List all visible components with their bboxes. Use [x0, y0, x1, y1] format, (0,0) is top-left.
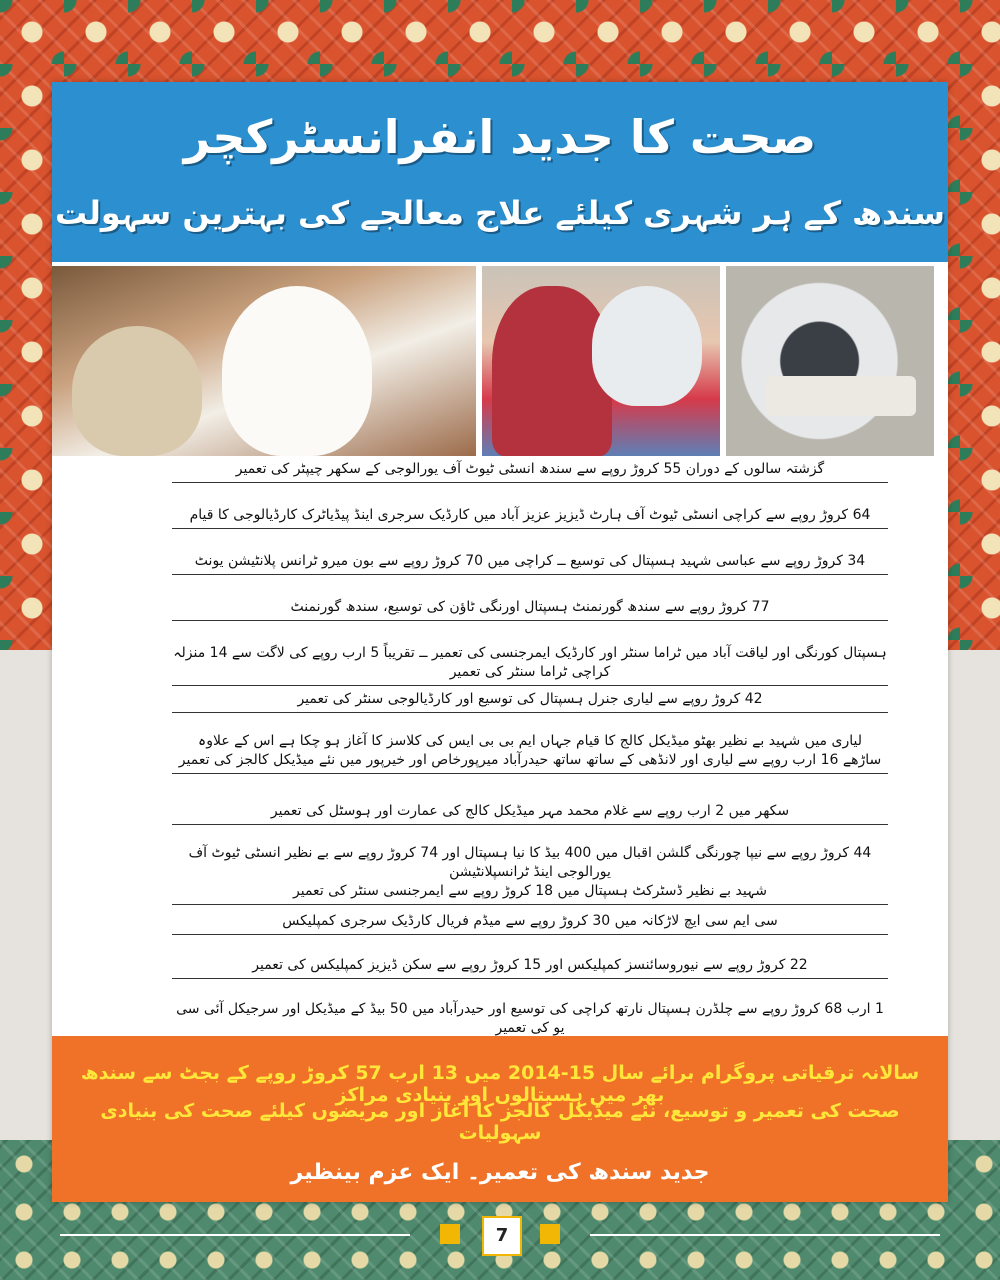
header-band [52, 82, 948, 262]
list-item-text: 64 کروڑ روپے سے کراچی انسٹی ٹیوٹ آف ہارٹ ڈیزیز عزیز آباد میں کارڈیک سرجری اینڈ پیڈیاٹرک کارڈیالوجی کا قیام [189, 507, 871, 523]
list-item-text: 42 کروڑ روپے سے لیاری جنرل ہسپتال کی توسیع اور کارڈیالوجی سنٹر کی تعمیر [297, 691, 763, 707]
page-subtitle: سندھ کے ہر شہری کیلئے علاج معالجے کی بہترین سہولت [55, 194, 945, 232]
list-item [172, 690, 888, 713]
photo-doctor-checkup [52, 266, 476, 456]
list-item [172, 912, 888, 935]
list-item [172, 844, 888, 905]
photo-figure [766, 376, 916, 416]
list-item [172, 506, 888, 529]
list-item-text: 1 ارب 68 کروڑ روپے سے چلڈرن ہسپتال نارتھ کراچی کی توسیع اور حیدرآباد میں 50 بیڈ کے میڈیکل اور سرجیکل آئی سی یو کی تعمیر [176, 1001, 884, 1036]
photo-strip [52, 266, 948, 456]
list-item-text: ساڑھے 16 ارب روپے سے لیاری اور لانڈھی کے ساتھ ساتھ حیدرآباد میرپورخاص اور خیرپور میں نئے میڈیکل کالجز کی تعمیر [178, 751, 882, 768]
list-item-text: 34 کروڑ روپے سے عباسی شہید ہسپتال کی توسیع ــ کراچی میں 70 کروڑ روپے سے بون میرو ٹرانس پلانٹیشن یونٹ [194, 553, 866, 569]
banner-line: سالانہ ترقیاتی پروگرام برائے سال 15-2014 میں 13 ارب 57 کروڑ روپے کے بجٹ سے سندھ بھر میں ہسپتالوں اور بنیادی مراکز [80, 1062, 920, 1106]
list-item-text: 22 کروڑ روپے سے نیوروسائنسز کمپلیکس اور 15 کروڑ روپے سے سکن ڈیزیز کمپلیکس کی تعمیر [252, 957, 808, 973]
page-footer [0, 1210, 1000, 1258]
footer-rule [60, 1234, 410, 1236]
page-title: صحت کا جدید انفرانسٹرکچر [183, 110, 817, 164]
achievements-list [52, 460, 948, 1036]
list-item [172, 552, 888, 575]
list-item-text: 77 کروڑ روپے سے سندھ گورنمنٹ ہسپتال اورنگی ٹاؤن کی توسیع، سندھ گورنمنٹ [290, 599, 770, 615]
list-item [172, 956, 888, 979]
photo-polio-drops [482, 266, 720, 456]
list-item [172, 732, 888, 774]
list-item [172, 644, 888, 686]
footer-square-ornament [540, 1224, 560, 1244]
content-panel [52, 82, 948, 1202]
page-number: 7 [482, 1216, 522, 1256]
footer-rule [590, 1234, 940, 1236]
list-item-text: گزشتہ سالوں کے دوران 55 کروڑ روپے سے سندھ انسٹی ٹیوٹ آف یورالوجی کے سکھر چیپٹر کی تعمیر [235, 461, 825, 477]
photo-figure [222, 286, 372, 456]
list-item-text: ہسپتال کورنگی اور لیاقت آباد میں ٹراما سنٹر اور کارڈیک ایمرجنسی کی تعمیر ــ تقریباً 5 ارب روپے کی لاگت سے 14 منزلہ کراچی ٹراما سنٹر کی تعمیر [173, 645, 887, 680]
budget-banner [52, 1036, 948, 1202]
footer-square-ornament [440, 1224, 460, 1244]
list-item-text: لیاری میں شہید بے نظیر بھٹو میڈیکل کالج کا قیام جہاں ایم بی بی ایس کی کلاسز کا آغاز ہو چکا ہے اس کے علاوہ [198, 733, 862, 749]
list-item-text: 44 کروڑ روپے سے نیپا چورنگی گلشن اقبال میں 400 بیڈ کا نیا ہسپتال اور 74 کروڑ روپے سے بے نظیر انسٹی ٹیوٹ آف یورالوجی اینڈ ٹرانسپلانٹیشن [188, 845, 872, 880]
list-item [172, 598, 888, 621]
photo-ct-scanner [726, 266, 934, 456]
photo-figure [592, 286, 702, 406]
list-item-text: شہید بے نظیر ڈسٹرکٹ ہسپتال میں 18 کروڑ روپے سے ایمرجنسی سنٹر کی تعمیر [293, 882, 767, 899]
list-item [172, 460, 888, 483]
list-item [172, 802, 888, 825]
photo-figure [72, 326, 202, 456]
banner-line: صحت کی تعمیر و توسیع، نئے میڈیکل کالجز کا آغاز اور مریضوں کیلئے صحت کی بنیادی سہولیات [100, 1100, 900, 1144]
list-item-text: سکھر میں 2 ارب روپے سے غلام محمد مہر میڈیکل کالج کی عمارت اور ہوسٹل کی تعمیر [270, 803, 790, 819]
slogan: جدید سندھ کی تعمیر۔ ایک عزم بینظیر [290, 1160, 710, 1185]
list-item-text: سی ایم سی ایچ لاڑکانہ میں 30 کروڑ روپے سے میڈم فریال کارڈیک سرجری کمپلیکس [282, 913, 778, 929]
